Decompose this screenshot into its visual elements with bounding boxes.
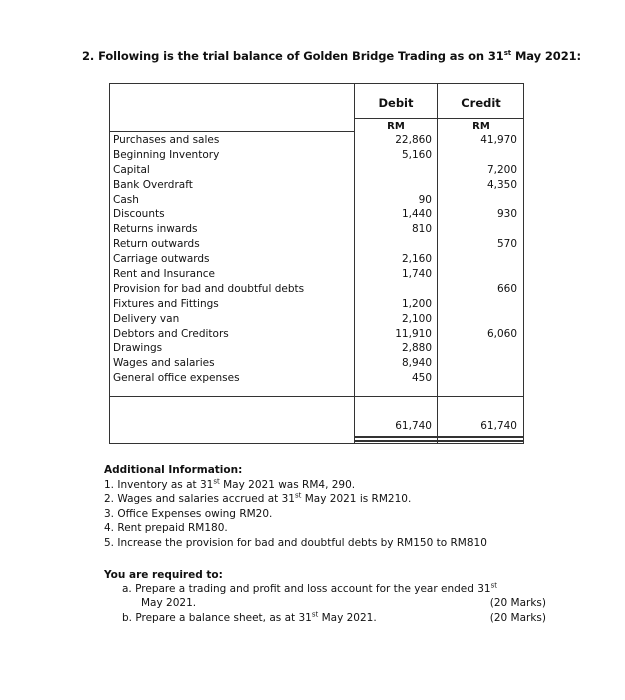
- row-label: Capital: [113, 163, 150, 176]
- additional-item-5: 5. Increase the provision for bad and doubtful debts by RM150 to RM810: [104, 536, 487, 549]
- credit-cell: 570: [496, 238, 517, 251]
- header-credit: Credit: [461, 96, 501, 110]
- row-label: Returns inwards: [113, 223, 198, 236]
- debit-cell: 22,860: [395, 134, 432, 146]
- additional-information: [104, 463, 487, 551]
- credit-cell: [440, 356, 517, 371]
- totals-double-line-1: [354, 436, 524, 438]
- question-title: [82, 49, 581, 63]
- requirement-a: a. Prepare a trading and profit and loss account for the year ended 31st: [122, 581, 498, 596]
- additional-item-1: 1. Inventory as at 31st May 2021 was RM4, 290.: [104, 477, 356, 491]
- row-label: Fixtures and Fittings: [113, 297, 219, 310]
- debit-cell: 2,160: [401, 253, 432, 266]
- divider-label-debit: [354, 83, 355, 444]
- debit-column: [356, 133, 432, 386]
- credit-cell: 660: [496, 282, 517, 295]
- credit-cell: [440, 341, 517, 356]
- row-label: Purchases and sales: [113, 134, 220, 146]
- debit-cell: 1,740: [401, 268, 432, 281]
- debit-cell: 90: [418, 193, 432, 206]
- row-label: Debtors and Creditors: [113, 327, 229, 340]
- credit-cell: 6,060: [486, 327, 517, 340]
- header-debit: Debit: [378, 96, 414, 110]
- credit-cell: [440, 222, 517, 237]
- credit-cell: [440, 252, 517, 267]
- credit-cell: 930: [496, 208, 517, 221]
- credit-cell: 7,200: [486, 163, 517, 176]
- debit-cell: [356, 178, 432, 193]
- debit-cell: 2,880: [401, 342, 432, 355]
- requirement-b-marks: (20 Marks): [489, 611, 546, 624]
- row-label: Return outwards: [113, 238, 200, 251]
- credit-cell: 41,970: [480, 134, 517, 146]
- requirement-b: b. Prepare a balance sheet, as at 31st May 2021. (20 Marks): [122, 610, 546, 624]
- credit-cell: [440, 193, 517, 208]
- additional-item-3: 3. Office Expenses owing RM20.: [104, 507, 273, 520]
- row-label: General office expenses: [113, 372, 240, 385]
- debit-cell: 810: [411, 223, 432, 236]
- debit-cell: 1,200: [401, 297, 432, 310]
- totals-top-line: [354, 396, 524, 397]
- account-labels: [113, 133, 304, 386]
- credit-cell: [440, 297, 517, 312]
- requirement-a-line2: May 2021. (20 Marks): [141, 597, 546, 610]
- debit-cell: 11,910: [395, 327, 432, 340]
- additional-heading: Additional Information:: [104, 464, 243, 476]
- row-label: Beginning Inventory: [113, 148, 220, 161]
- totals-double-line-2: [354, 440, 524, 442]
- debit-cell: [356, 163, 432, 178]
- question-number: 2.: [82, 49, 95, 63]
- debit-cell: [356, 237, 432, 252]
- row-label: Carriage outwards: [113, 253, 210, 266]
- debit-cell: 1,440: [401, 208, 432, 221]
- debit-cell: 8,940: [401, 357, 432, 370]
- row-label: Wages and salaries: [113, 357, 215, 370]
- credit-cell: 4,350: [486, 178, 517, 191]
- requirement-a-marks: (20 Marks): [489, 597, 546, 610]
- credit-column: [440, 133, 517, 386]
- credit-cell: [440, 267, 517, 282]
- row-label: Cash: [113, 193, 139, 206]
- credit-cell: [440, 148, 517, 163]
- divider-debit-credit: [437, 83, 438, 444]
- row-label: Discounts: [113, 208, 165, 221]
- row-label: Rent and Insurance: [113, 268, 216, 281]
- additional-item-4: 4. Rent prepaid RM180.: [104, 522, 228, 535]
- requirements-heading: You are required to:: [104, 569, 223, 581]
- row-label: Bank Overdraft: [113, 178, 193, 191]
- debit-cell: [356, 282, 432, 297]
- additional-item-2: 2. Wages and salaries accrued at 31st May 2021 is RM210.: [104, 491, 412, 506]
- credit-cell: [440, 371, 517, 386]
- credit-total: 61,740: [480, 420, 517, 432]
- label-bottom-line: [109, 396, 354, 397]
- requirements: [104, 568, 554, 625]
- row-label: Provision for bad and doubtful debts: [113, 282, 305, 295]
- row-label: Delivery van: [113, 312, 180, 325]
- debit-cell: 2,100: [401, 312, 432, 325]
- unit-credit: RM: [472, 121, 490, 132]
- question-text: Following is the trial balance of Golden Bridge Trading as on 31st May 2021:: [98, 49, 582, 63]
- debit-cell: 450: [411, 372, 432, 385]
- header-underline: [354, 118, 524, 119]
- row-label: Drawings: [113, 342, 163, 355]
- credit-cell: [440, 312, 517, 327]
- debit-total: 61,740: [395, 420, 432, 432]
- body-top-line: [109, 131, 354, 132]
- debit-cell: 5,160: [401, 148, 432, 161]
- unit-debit: RM: [387, 121, 405, 132]
